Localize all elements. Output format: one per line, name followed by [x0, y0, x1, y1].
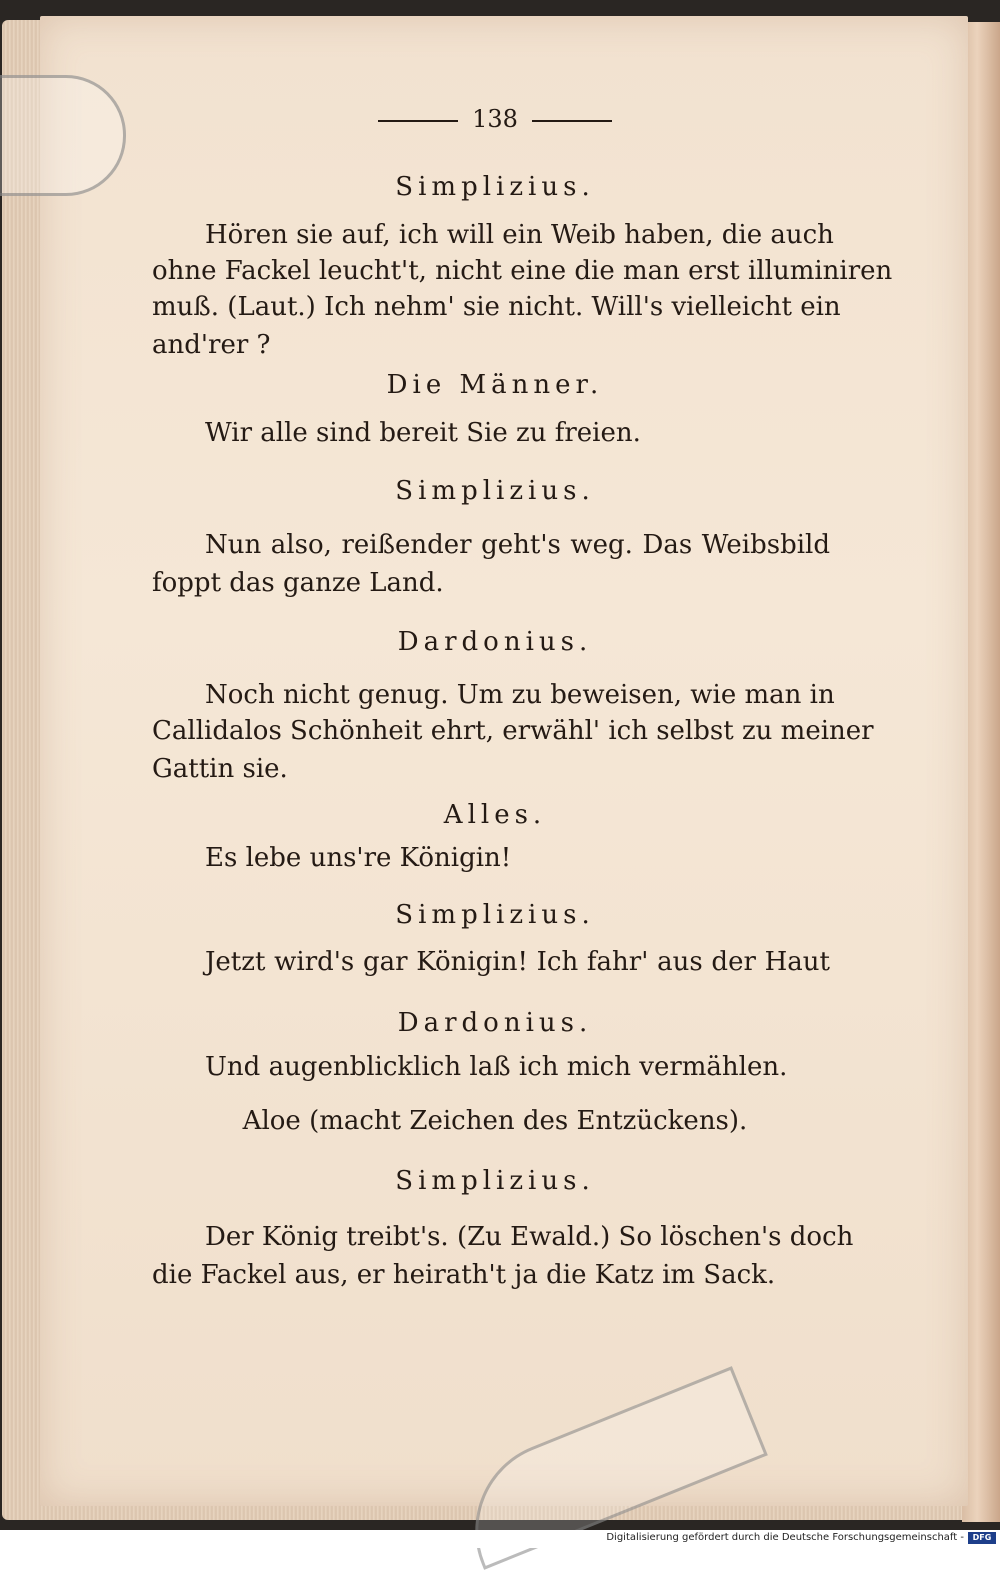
dialogue-line: Es lebe uns're Königin! — [205, 843, 512, 873]
speaker-heading: Alles. — [443, 800, 547, 830]
speaker-heading: Dardonius. — [397, 1008, 593, 1038]
page-number-text: 138 — [472, 105, 518, 133]
dialogue-line: Und augenblicklich laß ich mich vermählen. — [205, 1052, 788, 1082]
dialogue-line: ohne Fackel leucht't, nicht eine die man erst illuminiren — [152, 256, 893, 286]
speaker-heading: Simplizius. — [395, 1166, 595, 1196]
page-number — [150, 105, 840, 133]
footer-credit: Digitalisierung gefördert durch die Deutsche Forschungsgemeinschaft - — [606, 1532, 964, 1543]
dialogue-line: foppt das ganze Land. — [152, 568, 444, 598]
rule-left — [378, 120, 458, 122]
dialogue-line: Gattin sie. — [152, 754, 288, 784]
dfg-logo: DFG — [968, 1532, 996, 1544]
speaker-heading: Simplizius. — [395, 900, 595, 930]
dialogue-line: Nun also, reißender geht's weg. Das Weibsbild — [205, 530, 830, 560]
speaker-heading: Die Männer. — [386, 370, 604, 400]
dialogue-line: Jetzt wird's gar Königin! Ich fahr' aus der Haut — [205, 947, 830, 977]
dialogue-line: Callidalos Schönheit ehrt, erwähl' ich selbst zu meiner — [152, 716, 874, 746]
rule-right — [532, 120, 612, 122]
dialogue-line: die Fackel aus, er heirath't ja die Katz im Sack. — [152, 1260, 776, 1290]
dialogue-line: muß. (Laut.) Ich nehm' sie nicht. Will's vielleicht ein — [152, 292, 841, 322]
speaker-heading: Simplizius. — [395, 172, 595, 202]
speaker-heading: Simplizius. — [395, 476, 595, 506]
dialogue-line: Hören sie auf, ich will ein Weib haben, die auch — [205, 220, 834, 250]
dialogue-line: Noch nicht genug. Um zu beweisen, wie man in — [205, 680, 835, 710]
page-clip-top — [0, 75, 126, 196]
speaker-heading: Dardonius. — [397, 627, 593, 657]
dialogue-line: Der König treibt's. (Zu Ewald.) So löschen's doch — [205, 1222, 854, 1252]
stage-direction: Aloe (macht Zeichen des Entzückens). — [242, 1106, 748, 1136]
dialogue-line: and'rer ? — [152, 330, 271, 360]
dialogue-line: Wir alle sind bereit Sie zu freien. — [205, 418, 641, 448]
